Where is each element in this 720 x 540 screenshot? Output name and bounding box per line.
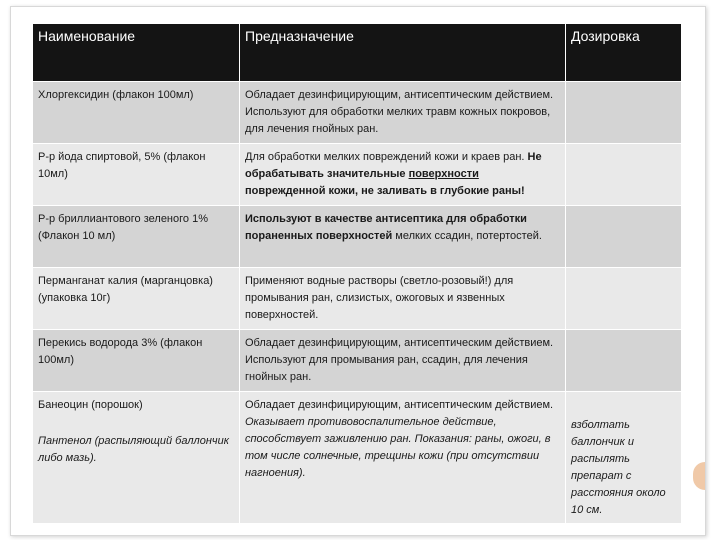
- header-dose: Дозировка: [566, 24, 682, 82]
- table-row: [33, 144, 682, 206]
- cell-dose: [566, 82, 682, 144]
- cell-name: Перманганат калия (марганцовка) (упаковка 10г): [33, 268, 240, 330]
- cell-purpose: Применяют водные растворы (светло-розовый!) для промывания ран, слизистых, ожоговых и язвенных поверхностей.: [240, 268, 566, 330]
- cell-purpose: [240, 144, 566, 206]
- purpose-baneocin: Обладает дезинфицирующим, антисептическим действием.: [245, 399, 554, 411]
- table-row: [33, 82, 682, 144]
- cell-dose: [566, 392, 682, 524]
- cell-name: Перекись водорода 3% (флакон 100мл): [33, 330, 240, 392]
- cell-purpose: Обладает дезинфицирующим, антисептическим действием. Используют для промывания ран, ссадин, для лечения гнойных ран.: [240, 330, 566, 392]
- table-row: [33, 392, 682, 524]
- cell-purpose: [240, 392, 566, 524]
- slide-accent-circle: [693, 462, 705, 490]
- purpose-panthenol: Оказывает противовоспалительное действие, способствует заживлению ран. Показания: раны, ожоги, в том числе солнечные, трещины кожи (при отсутствии нагноения).: [245, 416, 551, 479]
- table-row: [33, 330, 682, 392]
- cell-purpose: [240, 206, 566, 268]
- cell-purpose: Обладает дезинфицирующим, антисептическим действием. Используют для обработки мелких травм кожных покровов, для лечения гнойных ран.: [240, 82, 566, 144]
- purpose-text: мелких ссадин, потертостей.: [395, 230, 542, 242]
- purpose-warning-underlined: поверхности: [408, 168, 479, 180]
- header-purpose: Предназначение: [240, 24, 566, 82]
- cell-name: Хлоргексидин (флакон 100мл): [33, 82, 240, 144]
- cell-name: Р-р йода спиртовой, 5% (флакон 10мл): [33, 144, 240, 206]
- table-row: [33, 268, 682, 330]
- name-panthenol: Пантенол (распыляющий баллончик либо мазь).: [38, 435, 229, 464]
- purpose-bold-text: Используют в качестве антисептика для обработки пораненных поверхностей: [245, 213, 527, 242]
- antiseptics-table: [32, 23, 682, 524]
- cell-name: [33, 392, 240, 524]
- purpose-warning-end: поврежденной кожи, не заливать в глубокие раны!: [245, 185, 525, 197]
- dose-panthenol: взболтать баллончик и распылять препарат с расстояния около 10 см.: [571, 419, 666, 516]
- purpose-text: Для обработки мелких повреждений кожи и краев ран.: [245, 151, 525, 163]
- table-row: [33, 206, 682, 268]
- table-header-row: [33, 24, 682, 82]
- cell-dose: [566, 330, 682, 392]
- header-name: Наименование: [33, 24, 240, 82]
- purpose-warning: Не обрабатывать значительные: [245, 151, 542, 180]
- cell-dose: [566, 206, 682, 268]
- cell-dose: [566, 268, 682, 330]
- cell-name: Р-р бриллиантового зеленого 1% (Флакон 10 мл): [33, 206, 240, 268]
- cell-dose: [566, 144, 682, 206]
- name-baneocin: Банеоцин (порошок): [38, 399, 143, 411]
